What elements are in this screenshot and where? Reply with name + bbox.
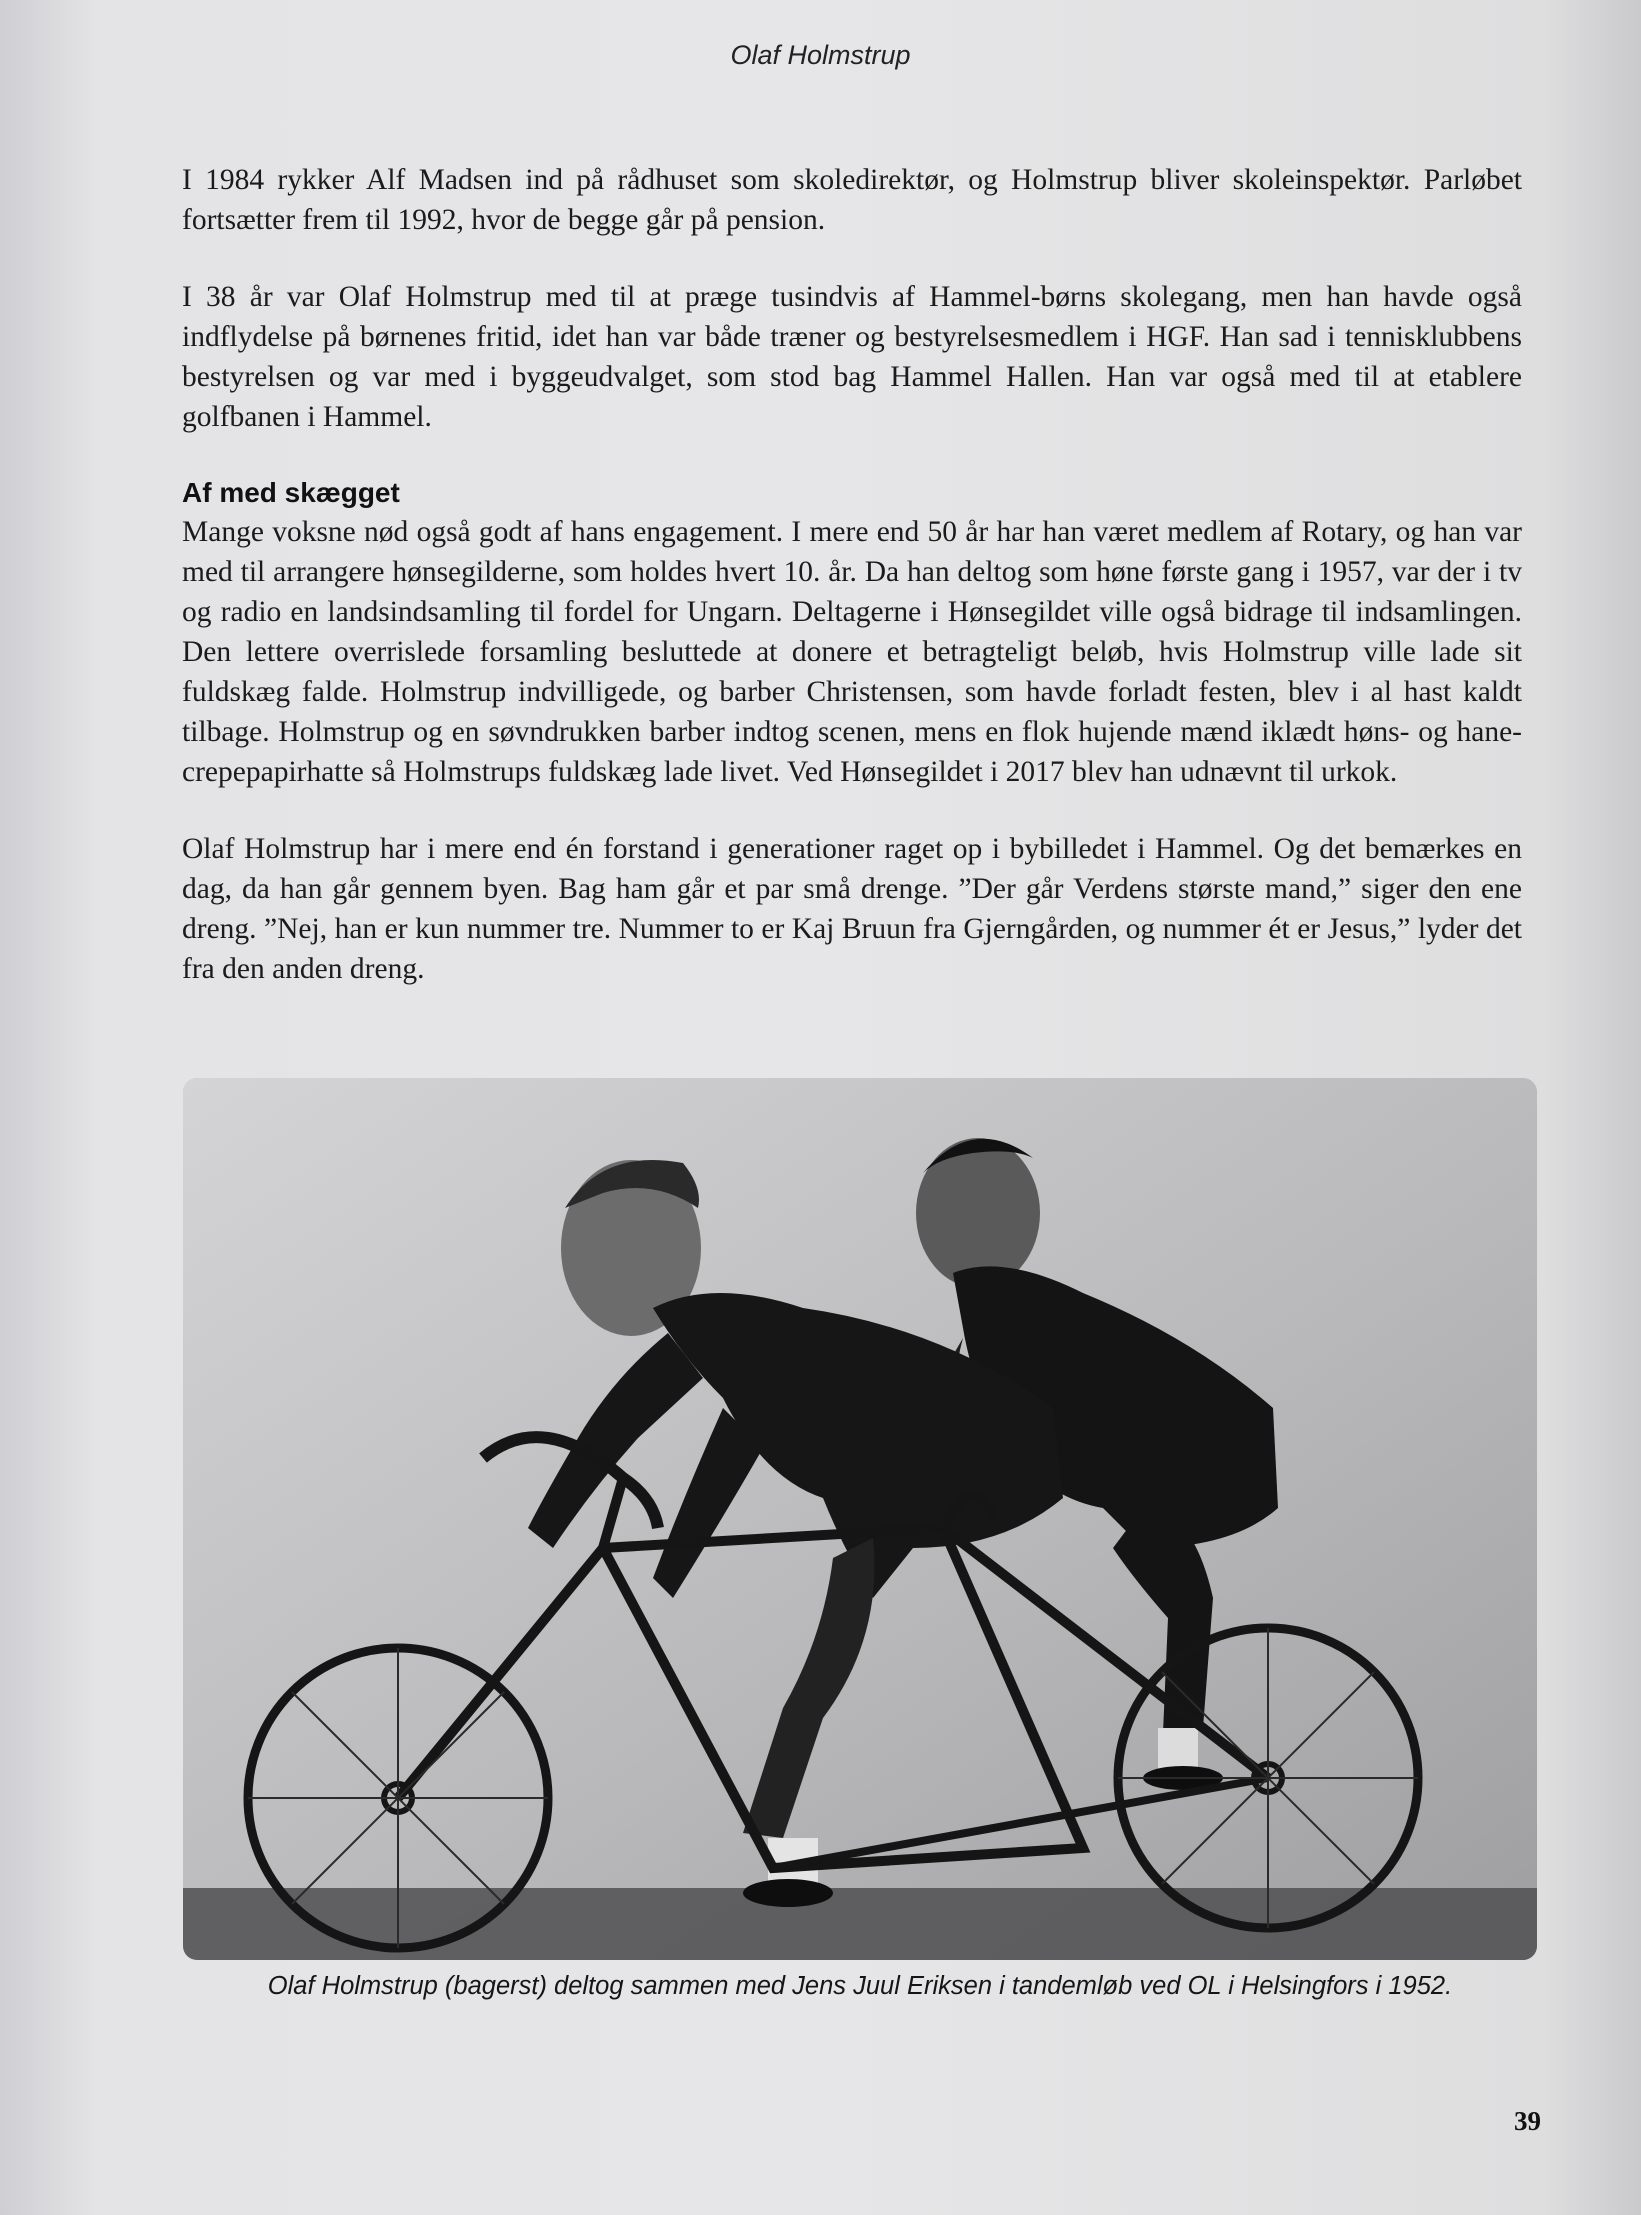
photo-caption: Olaf Holmstrup (bagerst) deltog sammen med Jens Juul Eriksen i tandemløb ved OL i Helsingfors i 1952. [267, 1972, 1453, 2000]
paragraph: I 38 år var Olaf Holmstrup med til at præge tusindvis af Hammel-børns skolegang, men han havde også indflydelse på børnenes fritid, idet han var både træner og bestyrelsesmedlem i HGF. Han sad i tennisklubbens bestyrelsen og var med i byggeudvalget, som stod bag Hammel Hallen. Han var også med til at etablere golfbanen i Hammel. [182, 281, 1522, 433]
paragraph: Mange voksne nød også godt af hans engagement. I mere end 50 år har han været medlem af Rotary, og han var med til arrangere hønsegilderne, som holdes hvert 10. år. Da han deltog som høne første gang i 1957, var der i tv og radio en landsindsamling til fordel for Ungarn. Deltagerne i Hønsegildet ville også bidrage til indsamlingen. Den lettere overrislede forsamling besluttede at donere et betragteligt beløb, hvis Holmstrup ville lade sit fuldskæg falde. Holmstrup indvilligede, og barber Christensen, som havde forladt festen, blev i al hast kaldt tilbage. Holmstrup og en søvndrukken barber indtog scenen, mens en flok hujende mænd iklædt høns- og hane-crepepapirhatte så Holmstrups fuldskæg lade livet. Ved Hønsegildet i 2017 blev han udnævnt til urkok. [182, 516, 1522, 788]
running-head: Olaf Holmstrup [730, 40, 911, 70]
section-heading: Af med skægget [182, 477, 400, 508]
paragraph: I 1984 rykker Alf Madsen ind på rådhuset som skoledirektør, og Holmstrup bliver skoleinspektør. Parløbet fortsætter frem til 1992, hvor de begge går på pension. [182, 164, 1522, 236]
article-body [182, 160, 1522, 1026]
tandem-cyclists-photo [183, 1078, 1537, 1960]
page-number: 39 [1514, 2106, 1541, 2136]
paragraph: Olaf Holmstrup har i mere end én forstand i generationer raget op i bybilledet i Hammel. Og det bemærkes en dag, da han går gennem byen. Bag ham går et par små drenge. ”Der går Verdens største mand,” siger den ene dreng. ”Nej, han er kun nummer tre. Nummer to er Kaj Bruun fra Gjerngården, og nummer ét er Jesus,” lyder det fra den anden dreng. [182, 833, 1522, 985]
